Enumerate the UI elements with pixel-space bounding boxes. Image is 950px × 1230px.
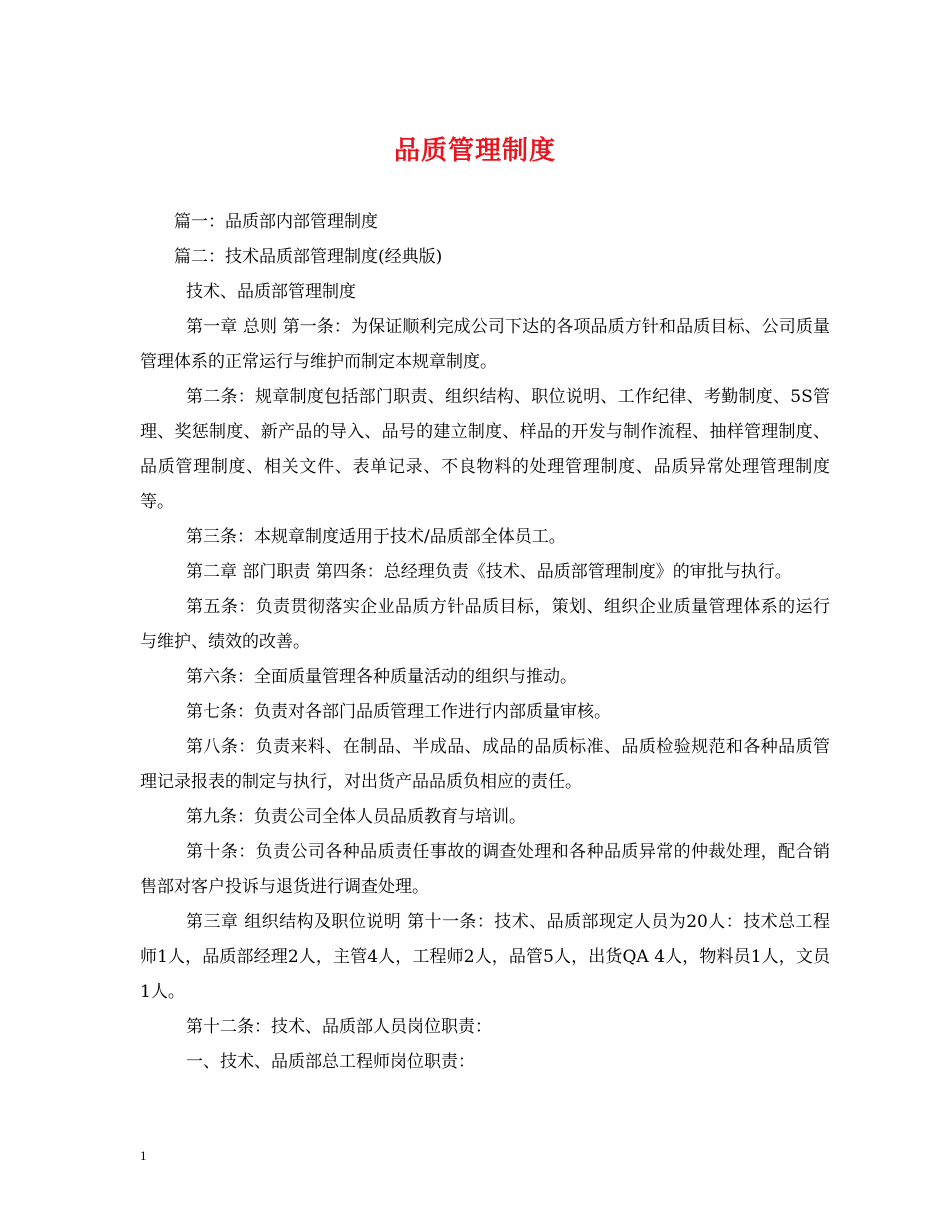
body-paragraph: 一、技术、品质部总工程师岗位职责：: [186, 1052, 475, 1072]
body-paragraph: 第二章 部门职责 第四条：总经理负责《技术、品质部管理制度》的审批与执行。: [186, 562, 792, 582]
body-paragraph: 第十二条：技术、品质部人员岗位职责：: [186, 1017, 492, 1037]
page-number: 1: [140, 1148, 147, 1163]
body-paragraph: 第三章 组织结构及职位说明 第十一条：技术、品质部现定人员为20人：技术总工程师1人，品质部经理2人，主管4人，工程师2人，品管5人，出货QA 4人，物料员1人，文员1人。: [140, 912, 830, 1002]
body-paragraph: 第七条：负责对各部门品质管理工作进行内部质量审核。: [186, 702, 611, 722]
body-paragraph: 第九条：负责公司全体人员品质教育与培训。: [186, 807, 526, 827]
body-paragraph: 篇一：品质部内部管理制度: [174, 212, 378, 232]
body-paragraph: 第八条：负责来料、在制品、半成品、成品的品质标准、品质检验规范和各种品质管理记录报表的制定与执行，对出货产品品质负相应的责任。: [140, 737, 830, 792]
body-paragraph: 第二条：规章制度包括部门职责、组织结构、职位说明、工作纪律、考勤制度、5S管理、奖惩制度、新产品的导入、品号的建立制度、样品的开发与制作流程、抽样管理制度、品质管理制度、相关文件、表单记录、不良物料的处理管理制度、品质异常处理管理制度等。: [140, 387, 830, 512]
body-paragraph: 第五条：负责贯彻落实企业品质方针品质目标，策划、组织企业质量管理体系的运行与维护、绩效的改善。: [140, 597, 830, 652]
body-paragraph: 篇二：技术品质部管理制度(经典版): [174, 247, 443, 267]
document-body: [140, 205, 830, 1080]
body-paragraph: 第三条：本规章制度适用于技术/品质部全体员工。: [186, 527, 566, 547]
document-title: 品质管理制度: [393, 136, 556, 166]
body-paragraph: 第十条：负责公司各种品质责任事故的调查处理和各种品质异常的仲裁处理，配合销售部对客户投诉与退货进行调查处理。: [140, 842, 830, 897]
body-paragraph: 技术、品质部管理制度: [186, 282, 356, 302]
body-paragraph: 第一章 总则 第一条：为保证顺利完成公司下达的各项品质方针和品质目标、公司质量管理体系的正常运行与维护而制定本规章制度。: [140, 317, 830, 372]
body-paragraph: 第六条：全面质量管理各种质量活动的组织与推动。: [186, 667, 577, 687]
